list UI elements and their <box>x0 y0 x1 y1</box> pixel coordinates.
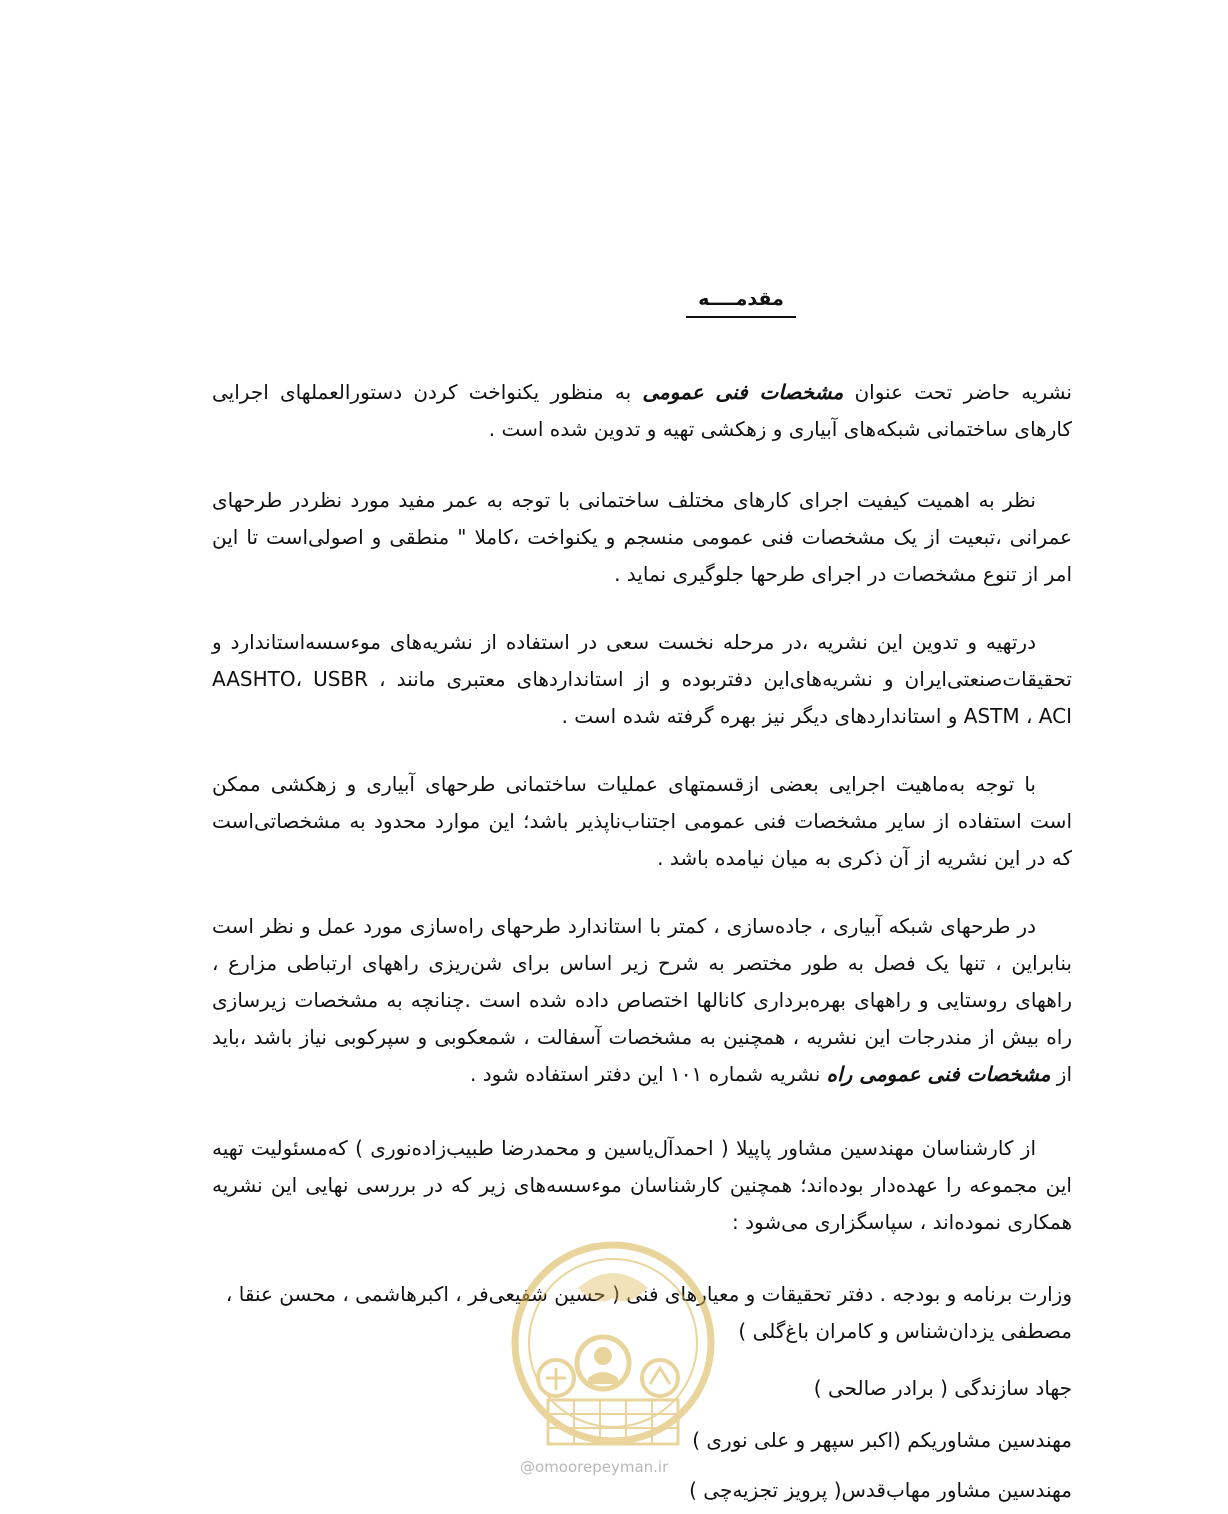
paragraph-6: از کارشناسان مهندسین مشاور پاپیلا ( احمدآل‌یاسین و محمدرضا طبیب‌زاده‌نوری ) که‌مسئولیت تهیه این مجموعه را عهده‌دار بوده‌اند؛ همچنین کارشناسان موءسسه‌های زیر که در بررسی نهایی این نشریه همکاری نموده‌اند ، سپاسگزاری می‌شود : <box>212 1136 1072 1234</box>
list-item: وزارت برنامه و بودجه . دفتر تحقیقات و معیارهای فنی ( حسین شفیعی‌فر ، اکبرهاشمی ، محسن عنقا ، مصطفی یزدان‌شناس و کامران باغ‌گلی ) <box>225 1282 1072 1343</box>
list-item: مهندسین مشاوریکم (اکبر سپهر و علی نوری ) <box>692 1428 1072 1452</box>
paragraph-1-after: به منظور یکنواخت کردن دستورالعملهای اجرایی کارهای ساختمانی شبکه‌های آبیاری و زهکشی تهیه و تدوین شده است . <box>212 380 1072 441</box>
paragraph-1-bold: مشخصات فنی عمومی <box>642 380 844 404</box>
page-title: مقدمــــه <box>686 288 796 318</box>
paragraph-1-before: نشریه حاضر تحت عنوان <box>843 380 1072 404</box>
list-item: جهاد سازندگی ( برادر صالحی ) <box>813 1376 1072 1400</box>
watermark-url: @omoorepeyman.ir <box>520 1458 669 1476</box>
paragraph-5 <box>212 908 1072 1093</box>
paragraph-3: درتهیه و تدوین این نشریه ،در مرحله نخست سعی در استفاده از نشریه‌های موءسسه‌استاندارد و تحقیقات‌صنعتی‌ایران و نشریه‌های‌این دفتربوده و از استانداردهای معتبری مانند AASHTO، USBR ، ASTM ، ACI و استانداردهای دیگر نیز بهره گرفته شده است . <box>212 630 1072 728</box>
paragraph-5-bold: مشخصات فنی عمومی راه <box>826 1062 1051 1086</box>
list-item: مهندسین مشاور مهاب‌قدس( پرویز تجزیه‌چی ) <box>689 1478 1072 1502</box>
watermark-seal-icon <box>508 1228 718 1468</box>
paragraph-4: با توجه به‌ماهیت اجرایی بعضی ازقسمتهای عملیات ساختمانی طرحهای آبیاری و زهکشی ممکن است استفاده از سایر مشخصات فنی عمومی اجتناب‌ناپذیر باشد؛ این موارد محدود به مشخصاتی‌است که در این نشریه از آن ذکری به میان نیامده باشد . <box>212 772 1072 870</box>
paragraph-1 <box>212 374 1072 448</box>
paragraph-2: نظر به اهمیت کیفیت اجرای کارهای مختلف ساختمانی با توجه به عمر مفید مورد نظردر طرحهای عمرانی ،تبعیت از یک مشخصات فنی عمومی منسجم و یکنواخت ،کاملا " منطقی و اصولی‌است تا این امر از تنوع مشخصات در اجرای طرحها جلوگیری نماید . <box>212 488 1072 586</box>
paragraph-5-before: در طرحهای شبکه آبیاری ، جاده‌سازی ، کمتر با استاندارد طرحهای راه‌سازی مورد عمل و نظر است بنابراین ، تنها یک فصل به طور مختصر به شرح زیر اساس برای شن‌ریزی راههای ارتباطی مزارع ، راههای روستایی و راههای بهره‌برداری کانالها اختصاص داده شده است .چنانچه به مشخصات زیرسازی راه بیش از مندرجات این نشریه ، همچنین به مشخصات آسفالت ، شمعکوبی و سپرکوبی نیاز باشد ،باید از <box>212 914 1072 1086</box>
paragraph-5-after: نشریه شماره ۱۰۱ این دفتر استفاده شود . <box>470 1062 827 1086</box>
